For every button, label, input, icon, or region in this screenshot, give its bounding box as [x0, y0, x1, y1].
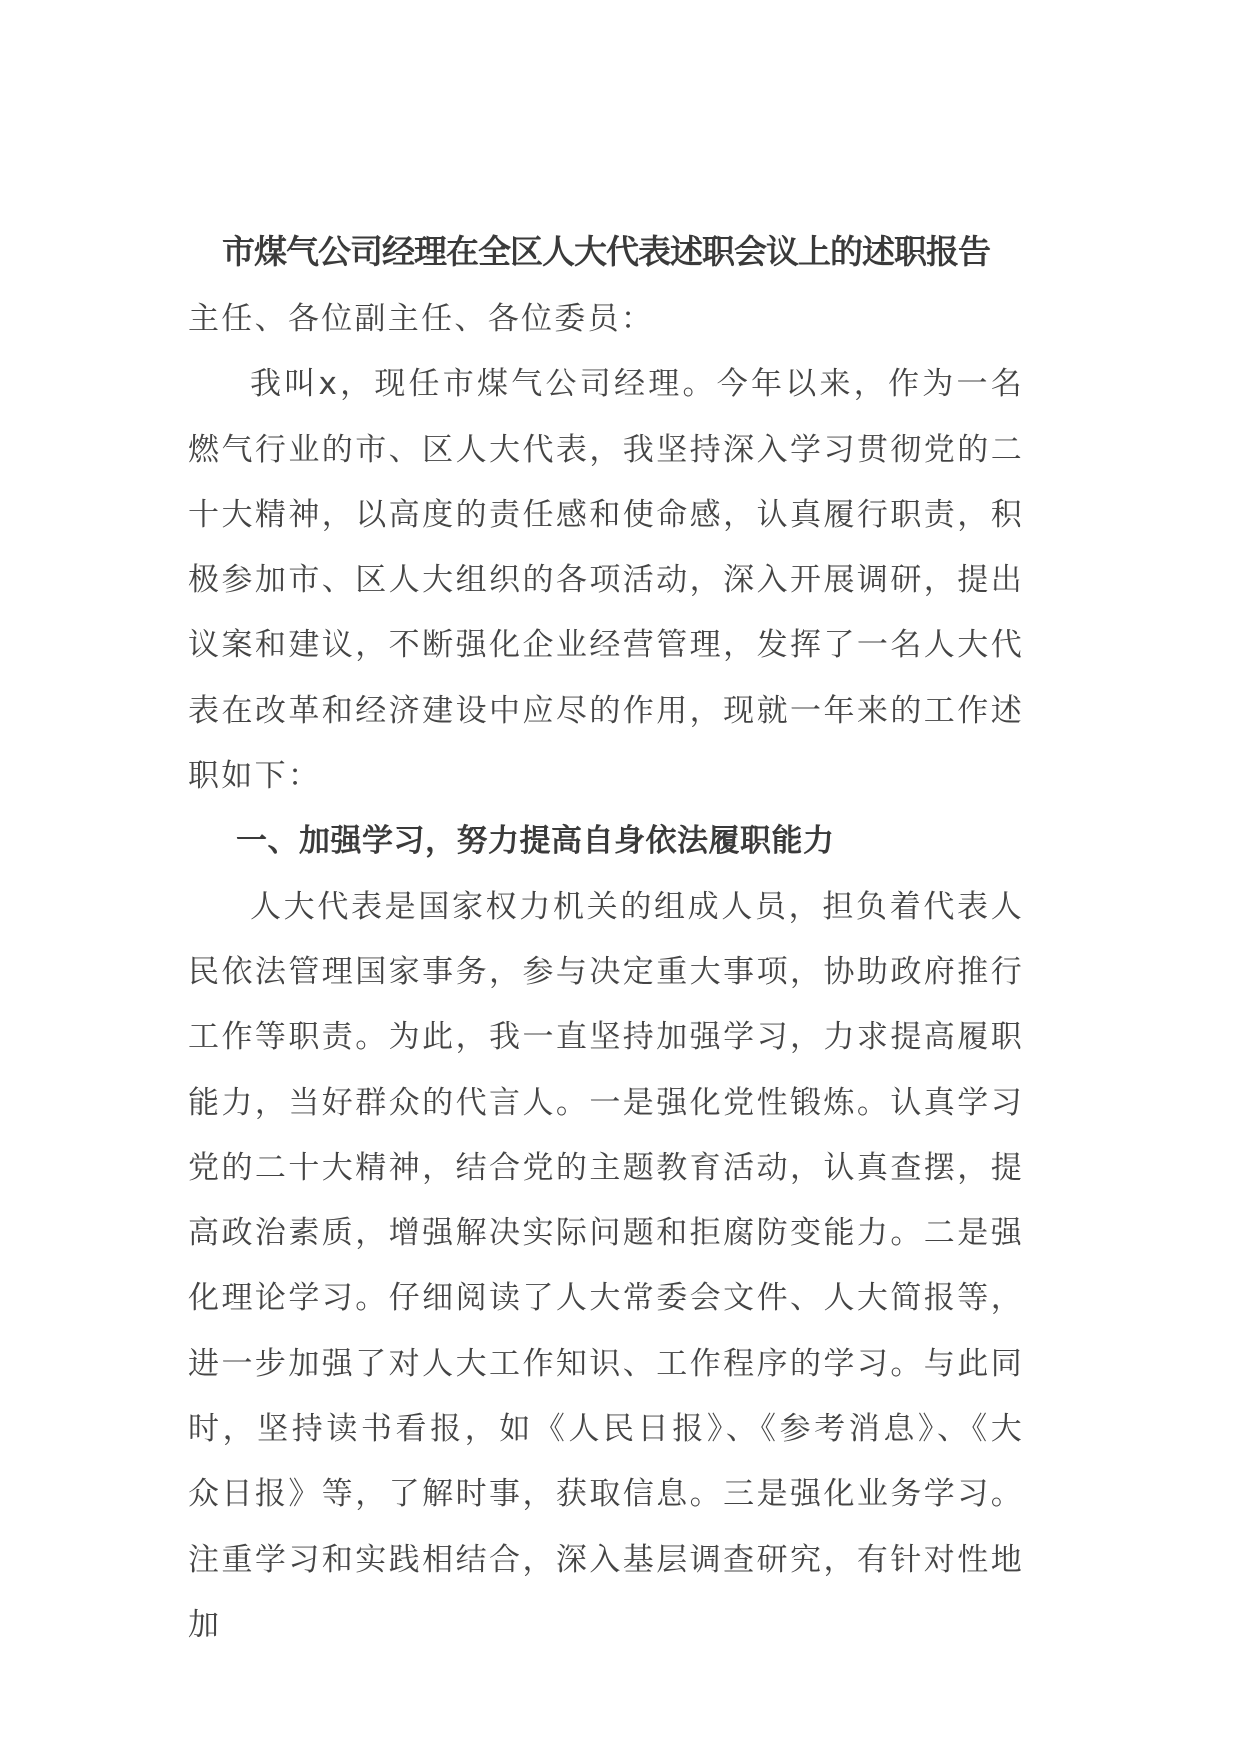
salutation: 主任、各位副主任、各位委员：	[188, 301, 655, 337]
section-1-paragraph: 人大代表是国家权力机关的组成人员，担负着代表人民依法管理国家事务，参与决定重大事项，协助政府推行工作等职责。为此，我一直坚持加强学习，力求提高履职能力，当好群众的代言人。一是强化党性锻炼。认真学习党的二十大精神，结合党的主题教育活动，认真查摆，提高政治素质，增强解决实际问题和拒腐防变能力。二是强化理论学习。仔细阅读了人大常委会文件、人大简报等，进一步加强了对人大工作知识、工作程序的学习。与此同时，坚持读书看报，如《人民日报》、《参考消息》、《大众日报》等，了解时事，获取信息。三是强化业务学习。注重学习和实践相结合，深入基层调查研究，有针对性地加	[188, 888, 1024, 1643]
intro-paragraph: 我叫x，现任市煤气公司经理。今年以来，作为一名燃气行业的市、区人大代表，我坚持深入学习贯彻党的二十大精神，以高度的责任感和使命感，认真履行职责，积极参加市、区人大组织的各项活动，深入开展调研，提出议案和建议，不断强化企业经营管理，发挥了一名人大代表在改革和经济建设中应尽的作用，现就一年来的工作述职如下：	[188, 366, 1024, 795]
document-title: 市煤气公司经理在全区人大代表述职会议上的述职报告	[222, 232, 990, 272]
document-body	[188, 287, 1024, 1658]
section-heading-1: 一、加强学习，努力提高自身依法履职能力	[236, 823, 835, 860]
